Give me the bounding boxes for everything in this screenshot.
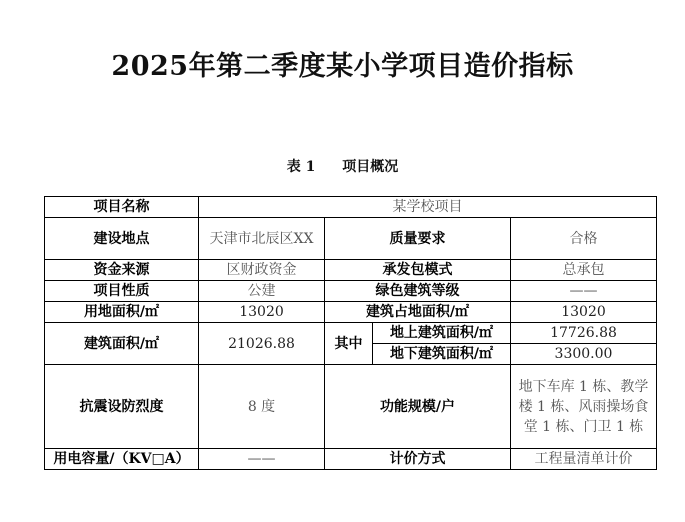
- table-row: [45, 260, 657, 281]
- table-caption: [0, 156, 685, 176]
- of-which-label: 其中: [325, 323, 373, 365]
- table-caption-title: 项目概况: [342, 159, 399, 175]
- footprint-value: 13020: [511, 302, 657, 323]
- pricing-label: 计价方式: [325, 449, 511, 470]
- below-ground-label: 地下建筑面积/㎡: [373, 344, 511, 365]
- power-label: 用电容量/（KV□A）: [45, 449, 199, 470]
- footprint-label: 建筑占地面积/㎡: [325, 302, 511, 323]
- land-area-label: 用地面积/㎡: [45, 302, 199, 323]
- above-ground-label: 地上建筑面积/㎡: [373, 323, 511, 344]
- function-label: 功能规模/户: [325, 365, 511, 449]
- funding-label: 资金来源: [45, 260, 199, 281]
- table-row: [45, 218, 657, 260]
- pricing-value: 工程量清单计价: [511, 449, 657, 470]
- project-name-value: 某学校项目: [199, 197, 657, 218]
- table-caption-number: 表 1: [286, 159, 316, 175]
- nature-value: 公建: [199, 281, 325, 302]
- seismic-value: 8 度: [199, 365, 325, 449]
- project-overview-table: [44, 196, 657, 470]
- quality-value: 合格: [511, 218, 657, 260]
- seismic-label: 抗震设防烈度: [45, 365, 199, 449]
- contract-mode-label: 承发包模式: [325, 260, 511, 281]
- project-name-label: 项目名称: [45, 197, 199, 218]
- nature-label: 项目性质: [45, 281, 199, 302]
- table-row: [45, 449, 657, 470]
- function-value: 地下车库 1 栋、教学楼 1 栋、风雨操场食堂 1 栋、门卫 1 栋: [511, 365, 657, 449]
- building-area-value: 21026.88: [199, 323, 325, 365]
- power-value: ——: [199, 449, 325, 470]
- document-title: 2025年第二季度某小学项目造价指标: [111, 51, 574, 82]
- location-label: 建设地点: [45, 218, 199, 260]
- contract-mode-value: 总承包: [511, 260, 657, 281]
- table-row: [45, 365, 657, 449]
- table-row: [45, 302, 657, 323]
- table-row: [45, 281, 657, 302]
- table-row: [45, 197, 657, 218]
- above-ground-value: 17726.88: [511, 323, 657, 344]
- quality-label: 质量要求: [325, 218, 511, 260]
- location-value: 天津市北辰区XX: [199, 218, 325, 260]
- funding-value: 区财政资金: [199, 260, 325, 281]
- below-ground-value: 3300.00: [511, 344, 657, 365]
- land-area-value: 13020: [199, 302, 325, 323]
- building-area-label: 建筑面积/㎡: [45, 323, 199, 365]
- green-building-value: ——: [511, 281, 657, 302]
- table-row: [45, 323, 657, 344]
- green-building-label: 绿色建筑等级: [325, 281, 511, 302]
